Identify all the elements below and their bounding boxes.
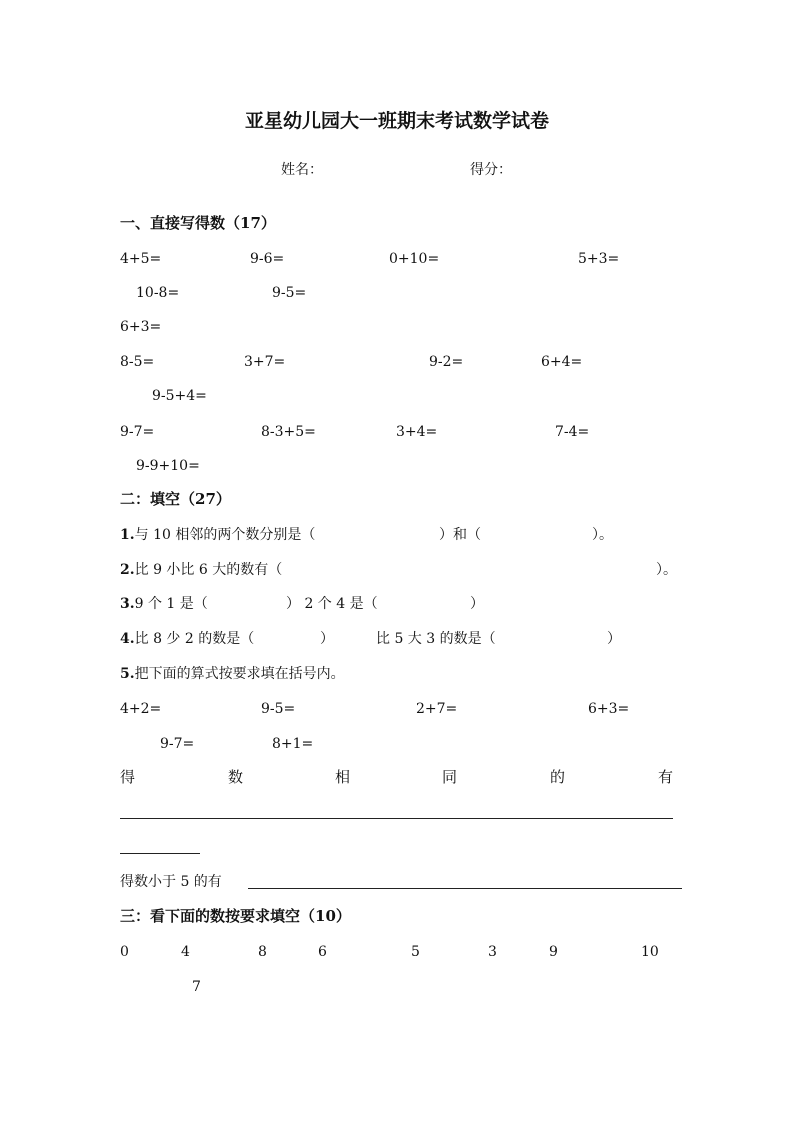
question-4-part4: ） bbox=[607, 631, 621, 647]
expression: 9-7= bbox=[160, 736, 195, 752]
number: 6 bbox=[318, 944, 327, 960]
problem: 9-9+10= bbox=[136, 458, 200, 474]
expression: 6+3= bbox=[588, 701, 630, 717]
answer-line[interactable] bbox=[120, 818, 673, 819]
number: 5 bbox=[411, 944, 420, 960]
answer-line[interactable] bbox=[120, 853, 200, 854]
number: 10 bbox=[641, 944, 659, 960]
question-text: 比 8 少 2 的数是（ bbox=[134, 631, 255, 647]
problem: 9-2= bbox=[429, 354, 464, 370]
number: 0 bbox=[120, 944, 129, 960]
question-3 bbox=[120, 595, 208, 613]
expression: 4+2= bbox=[120, 701, 162, 717]
question-text: 把下面的算式按要求填在括号内。 bbox=[134, 666, 345, 682]
problem: 9-7= bbox=[120, 424, 155, 440]
problem: 0+10= bbox=[389, 251, 440, 267]
question-number: 2. bbox=[120, 562, 135, 578]
expression: 2+7= bbox=[416, 701, 458, 717]
question-text: 比 9 小比 6 大的数有（ bbox=[134, 562, 283, 578]
section1-heading: 一、直接写得数（17） bbox=[120, 214, 276, 232]
problem: 6+4= bbox=[541, 354, 583, 370]
question-3-part2: ） 2 个 4 是（ bbox=[286, 596, 378, 612]
number: 3 bbox=[488, 944, 497, 960]
question-1-part2: ）和（ bbox=[439, 527, 481, 543]
problem: 9-5= bbox=[272, 285, 307, 301]
question-number: 3. bbox=[120, 596, 135, 612]
number: 4 bbox=[181, 944, 190, 960]
number: 8 bbox=[258, 944, 267, 960]
name-label: 姓名： bbox=[281, 162, 323, 178]
section2-heading: 二：填空（27） bbox=[120, 490, 231, 508]
exam-title: 亚星幼儿园大一班期末考试数学试卷 bbox=[244, 110, 549, 132]
problem: 5+3= bbox=[578, 251, 620, 267]
question-1-part3: ）。 bbox=[592, 527, 613, 543]
same-result-char: 同 bbox=[442, 768, 458, 786]
question-4 bbox=[120, 630, 254, 648]
problem: 3+4= bbox=[396, 424, 438, 440]
question-4-part3: 比 5 大 3 的数是（ bbox=[376, 631, 496, 647]
problem: 9-6= bbox=[250, 251, 285, 267]
question-1 bbox=[120, 526, 315, 544]
same-result-char: 的 bbox=[550, 768, 566, 786]
problem: 7-4= bbox=[555, 424, 590, 440]
problem: 4+5= bbox=[120, 251, 162, 267]
less-than-5-label: 得数小于 5 的有 bbox=[120, 874, 222, 890]
question-number: 5. bbox=[120, 666, 135, 682]
question-4-part2: ） bbox=[320, 631, 334, 647]
number: 9 bbox=[549, 944, 558, 960]
question-text: 与 10 相邻的两个数分别是（ bbox=[134, 527, 316, 543]
problem: 3+7= bbox=[244, 354, 286, 370]
question-number: 1. bbox=[120, 527, 135, 543]
same-result-char: 有 bbox=[658, 768, 674, 786]
score-label: 得分： bbox=[470, 162, 512, 178]
same-result-char: 数 bbox=[228, 768, 244, 786]
problem: 10-8= bbox=[136, 285, 180, 301]
answer-line[interactable] bbox=[248, 888, 682, 889]
problem: 8-5= bbox=[120, 354, 155, 370]
section3-heading: 三：看下面的数按要求填空（10） bbox=[120, 907, 351, 925]
same-result-char: 相 bbox=[335, 768, 351, 786]
problem: 9-5+4= bbox=[152, 388, 207, 404]
question-number: 4. bbox=[120, 631, 135, 647]
question-2-part2: ）。 bbox=[656, 562, 677, 578]
question-5 bbox=[120, 665, 345, 683]
question-3-part3: ） bbox=[470, 596, 484, 612]
question-2 bbox=[120, 561, 282, 579]
problem: 6+3= bbox=[120, 319, 162, 335]
same-result-char: 得 bbox=[120, 768, 136, 786]
problem: 8-3+5= bbox=[261, 424, 316, 440]
number: 7 bbox=[192, 979, 201, 995]
expression: 9-5= bbox=[261, 701, 296, 717]
expression: 8+1= bbox=[272, 736, 314, 752]
question-text: 9 个 1 是（ bbox=[134, 596, 208, 612]
